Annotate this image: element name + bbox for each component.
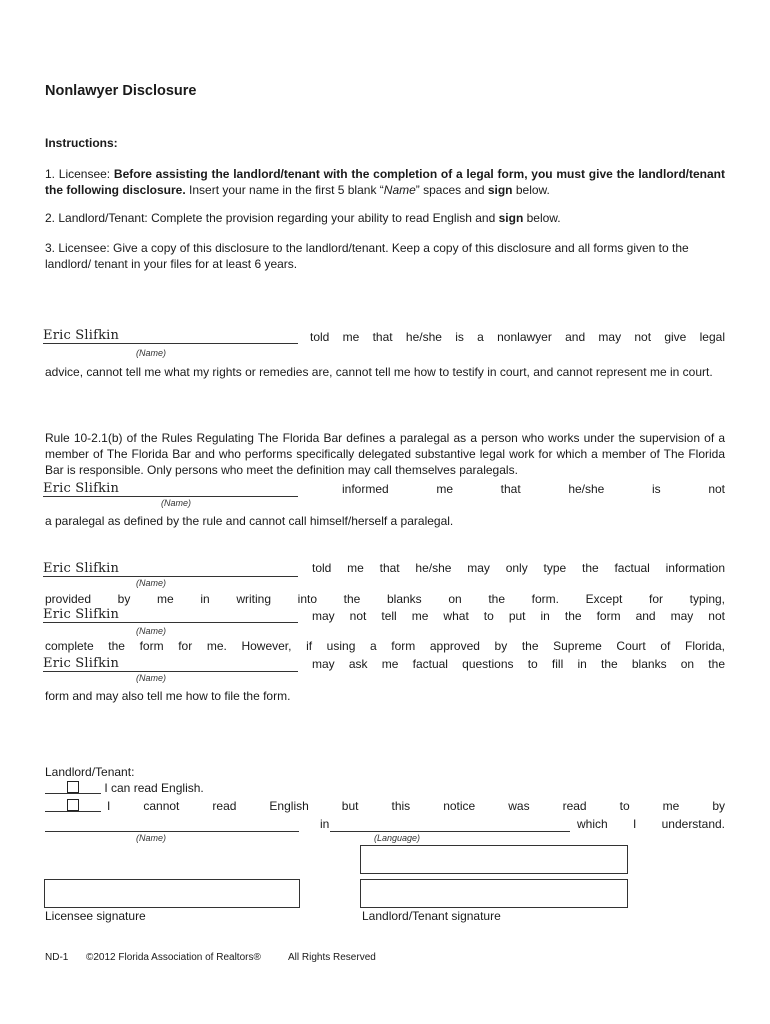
name-label-2: (Name) (161, 498, 192, 508)
section3-line4: complete the form for me. However, if using a form approved by the Supreme Court of Florida, (45, 639, 725, 653)
language-field[interactable] (330, 815, 570, 832)
landlord-heading: Landlord/Tenant: (45, 765, 135, 779)
name-label-3: (Name) (136, 578, 167, 588)
licensee-name-field-4[interactable]: Eric Slifkin (43, 606, 298, 623)
section3-line3: may not tell me what to put in the form and may not (312, 609, 725, 623)
rule-paragraph: Rule 10-2.1(b) of the Rules Regulating The Florida Bar defines a paralegal as a person who works under the supervision of a member of The Florida Bar and who performs specifically delegated substantive legal work for which a member of The Florida Bar is responsible. Only persons who meet the definition may call themselves paralegals. (45, 431, 725, 477)
name-label-5: (Name) (136, 673, 167, 683)
licensee-name-field-5[interactable]: Eric Slifkin (43, 655, 298, 672)
name-label-6: (Name) (136, 833, 167, 843)
can-read-english-checkbox[interactable] (67, 781, 79, 793)
cannot-read-english-label: I cannot read English but this notice was read to me by (107, 799, 725, 813)
copyright: ©2012 Florida Association of Realtors® (86, 952, 261, 963)
name-label-4: (Name) (136, 626, 167, 636)
form-code: ND-1 (45, 952, 69, 963)
instruction-2: 2. Landlord/Tenant: Complete the provision regarding your ability to read English and sign below. (45, 211, 561, 225)
section2-informed-line: informed me that he/she is not (342, 482, 725, 496)
section3-line1: told me that he/she may only type the factual information (312, 561, 725, 575)
page-title: Nonlawyer Disclosure (45, 83, 197, 99)
landlord-extra-box[interactable] (360, 845, 628, 874)
in-label: in (320, 817, 330, 831)
reader-name-field[interactable] (45, 815, 299, 832)
instruction-3: 3. Licensee: Give a copy of this disclosure to the landlord/tenant. Keep a copy of this disclosure and all forms given to the landlord/ tenant in your files for at least 6 years. (45, 241, 689, 271)
cannot-read-english-checkbox[interactable] (67, 799, 79, 811)
section3-line5: may ask me factual questions to fill in the blanks on the (312, 657, 725, 671)
cannot-read-english-option (45, 799, 725, 813)
section3-line2: provided by me in writing into the blanks on the form. Except for typing, (45, 592, 725, 606)
licensee-name-field-3[interactable]: Eric Slifkin (43, 560, 298, 577)
licensee-signature-box[interactable] (44, 879, 300, 908)
section3-text: form and may also tell me how to file the form. (45, 689, 291, 703)
instruction-1: 1. Licensee: Before assisting the landlord/tenant with the completion of a legal form, you must give the landlord/tenant the following disclosure. Insert your name in the first 5 blank “Name” spaces and sign below. (45, 167, 726, 197)
section2-text: a paralegal as defined by the rule and cannot call himself/herself a paralegal. (45, 514, 454, 528)
landlord-signature-label: Landlord/Tenant signature (362, 909, 501, 923)
section1-line1: told me that he/she is a nonlawyer and may not give legal (310, 330, 725, 344)
licensee-signature-label: Licensee signature (45, 909, 146, 923)
licensee-name-field-1[interactable]: Eric Slifkin (43, 327, 298, 344)
which-i-understand: which I understand. (577, 817, 725, 831)
instructions-heading: Instructions: (45, 136, 118, 150)
licensee-name-field-2[interactable]: Eric Slifkin (43, 480, 298, 497)
name-label-1: (Name) (136, 348, 167, 358)
can-read-english-label: I can read English. (104, 781, 204, 795)
rights-reserved: All Rights Reserved (288, 952, 376, 963)
language-label: (Language) (374, 833, 421, 843)
landlord-signature-box[interactable] (360, 879, 628, 908)
section1-text: advice, cannot tell me what my rights or remedies are, cannot tell me how to testify in court, and cannot represent me in court. (45, 365, 713, 379)
can-read-english-option (45, 781, 204, 795)
